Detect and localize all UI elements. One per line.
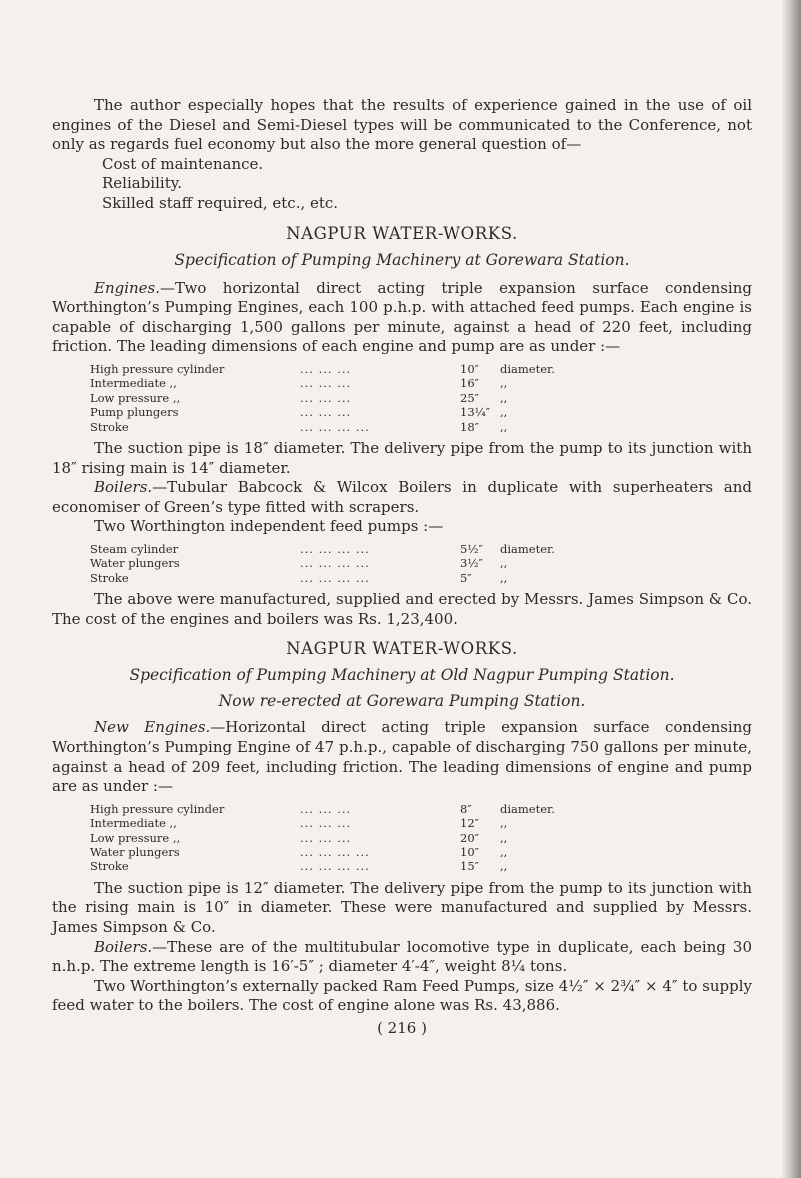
dim-label: Stroke	[90, 419, 129, 434]
table-row	[90, 405, 590, 419]
dim-unit: ,,	[500, 570, 508, 585]
dim-value: 12″	[460, 816, 479, 831]
engines-paragraph	[52, 279, 752, 357]
dim-label: High pressure cylinder	[90, 361, 225, 376]
section-subheading: Specification of Pumping Machinery at Gorewara Station.	[174, 250, 630, 269]
dim-unit: diameter.	[500, 801, 555, 816]
dim-dots: ... ... ...	[300, 801, 352, 816]
dim-label: Intermediate ,,	[90, 376, 177, 391]
dim-label: Intermediate ,,	[90, 816, 177, 831]
table-row	[90, 859, 590, 873]
page-edge-shadow	[781, 0, 801, 1178]
new-engines-text: —Horizontal direct acting triple expansion surface condensing Worthington’s Pumping Engine of 47 p.h.p., capable of discharging 750 gallons per minute, against a head of 209 feet, including friction. The leading dimensions of engine and pump are as under :—	[52, 718, 752, 796]
dim-dots: ... ... ... ...	[300, 570, 370, 585]
dim-unit: ,,	[500, 830, 508, 845]
dim-dots: ... ... ...	[300, 390, 352, 405]
dim-value: 8″	[460, 801, 472, 816]
new-engines-paragraph	[52, 718, 752, 796]
dim-dots: ... ... ...	[300, 830, 352, 845]
section-heading: NAGPUR WATER-WORKS.	[286, 639, 518, 659]
boilers-text: —Tubular Babcock & Wilcox Boilers in duplicate with superheaters and economiser of Green’s type fitted with scrapers.	[52, 478, 752, 516]
dim-value: 5″	[460, 570, 472, 585]
dim-unit: diameter.	[500, 541, 555, 556]
dim-dots: ... ... ...	[300, 361, 352, 376]
table-row	[90, 845, 590, 859]
dim-unit: ,,	[500, 844, 508, 859]
dim-value: 20″	[460, 830, 479, 845]
dim-value: 16″	[460, 376, 479, 391]
dim-value: 13¼″	[460, 405, 491, 420]
table-row	[90, 556, 590, 570]
dim-label: Water plungers	[90, 844, 180, 859]
page-number: ( 216 )	[377, 1018, 427, 1037]
dim-unit: ,,	[500, 390, 508, 405]
dim-label: Stroke	[90, 859, 129, 874]
boilers-paragraph	[52, 478, 752, 517]
suction-paragraph: The suction pipe is 18″ diameter. The delivery pipe from the pump to its junction with 18″ rising main is 14″ diameter.	[52, 438, 752, 477]
dim-value: 15″	[460, 859, 479, 874]
dim-label: Steam cylinder	[90, 541, 179, 556]
dim-value: 5½″	[460, 541, 483, 556]
dim-unit: ,,	[500, 816, 508, 831]
boilers-label: Boilers.	[94, 937, 153, 956]
new-engine-dimensions-table	[90, 802, 590, 874]
dim-label: High pressure cylinder	[90, 801, 225, 816]
dim-label: Pump plungers	[90, 405, 179, 420]
dim-dots: ... ... ...	[300, 405, 352, 420]
dim-value: 18″	[460, 419, 479, 434]
dim-label: Low pressure ,,	[90, 830, 181, 845]
dim-dots: ... ... ... ...	[300, 556, 370, 571]
feed-pumps-paragraph: Two Worthington’s externally packed Ram Feed Pumps, size 4½″ × 2¾″ × 4″ to supply feed water to the boilers. The cost of engine alone was Rs. 43,886.	[52, 976, 752, 1015]
table-row	[90, 831, 590, 845]
table-row	[90, 816, 590, 830]
table-row	[90, 391, 590, 405]
dim-dots: ... ... ... ...	[300, 859, 370, 874]
intro-paragraph: The author especially hopes that the results of experience gained in the use of oil engines of the Diesel and Semi-Diesel types will be communicated to the Conference, not only as regards fuel economy but also the more general question of—	[52, 96, 752, 154]
list-item: Cost of maintenance.	[102, 154, 264, 173]
dim-unit: ,,	[500, 376, 508, 391]
boilers-text: —These are of the multitubular locomotive type in duplicate, each being 30 n.h.p. The extreme length is 16′-5″ ; diameter 4′-4″, weight 8¼ tons.	[52, 937, 752, 976]
table-row	[90, 571, 590, 585]
new-engines-label: New Engines.	[94, 718, 211, 737]
dim-value: 10″	[460, 361, 479, 376]
feed-pump-dimensions-table	[90, 542, 590, 585]
page-content	[52, 96, 752, 1037]
dim-unit: diameter.	[500, 361, 555, 376]
section-subheading-reerected: Now re-erected at Gorewara Pumping Station.	[218, 692, 586, 711]
list-item: Skilled staff required, etc., etc.	[102, 193, 339, 212]
dim-value: 3½″	[460, 556, 483, 571]
boilers-label: Boilers.	[94, 478, 153, 497]
table-row	[90, 376, 590, 390]
engine-dimensions-table	[90, 362, 590, 434]
table-row	[90, 362, 590, 376]
dim-dots: ... ... ... ...	[300, 844, 370, 859]
dim-value: 25″	[460, 390, 479, 405]
dim-unit: ,,	[500, 556, 508, 571]
suction-paragraph: The suction pipe is 12″ diameter. The delivery pipe from the pump to its junction with the rising main is 10″ in diameter. These were manufactured and supplied by Messrs. James Simpson & Co.	[52, 878, 752, 936]
dim-unit: ,,	[500, 859, 508, 874]
dim-label: Low pressure ,,	[90, 390, 181, 405]
table-row	[90, 420, 590, 434]
dim-dots: ... ... ... ...	[300, 419, 370, 434]
dim-dots: ... ... ...	[300, 376, 352, 391]
dim-dots: ... ... ... ...	[300, 541, 370, 556]
list-item: Reliability.	[102, 174, 182, 193]
dim-unit: ,,	[500, 405, 508, 420]
engines-text: —Two horizontal direct acting triple expansion surface condensing Worthington’s Pumping Engines, each 100 p.h.p. with attached feed pumps. Each engine is capable of discharging 1,500 gallons per minute, against a head of 220 feet, including friction. The leading dimensions of each engine and pump are as under :—	[52, 278, 752, 356]
table-row	[90, 802, 590, 816]
feed-pumps-intro: Two Worthington independent feed pumps :—	[94, 517, 444, 536]
dim-unit: ,,	[500, 419, 508, 434]
closing-paragraph: The above were manufactured, supplied and erected by Messrs. James Simpson & Co. The cost of the engines and boilers was Rs. 1,23,400.	[52, 590, 752, 628]
section-heading: NAGPUR WATER-WORKS.	[286, 223, 518, 243]
table-row	[90, 542, 590, 556]
dim-label: Stroke	[90, 570, 129, 585]
engines-label: Engines.	[94, 278, 161, 297]
section-subheading: Specification of Pumping Machinery at Old Nagpur Pumping Station.	[129, 666, 675, 685]
dim-dots: ... ... ...	[300, 816, 352, 831]
dim-label: Water plungers	[90, 556, 180, 571]
boilers-paragraph	[52, 938, 752, 977]
dim-value: 10″	[460, 844, 479, 859]
